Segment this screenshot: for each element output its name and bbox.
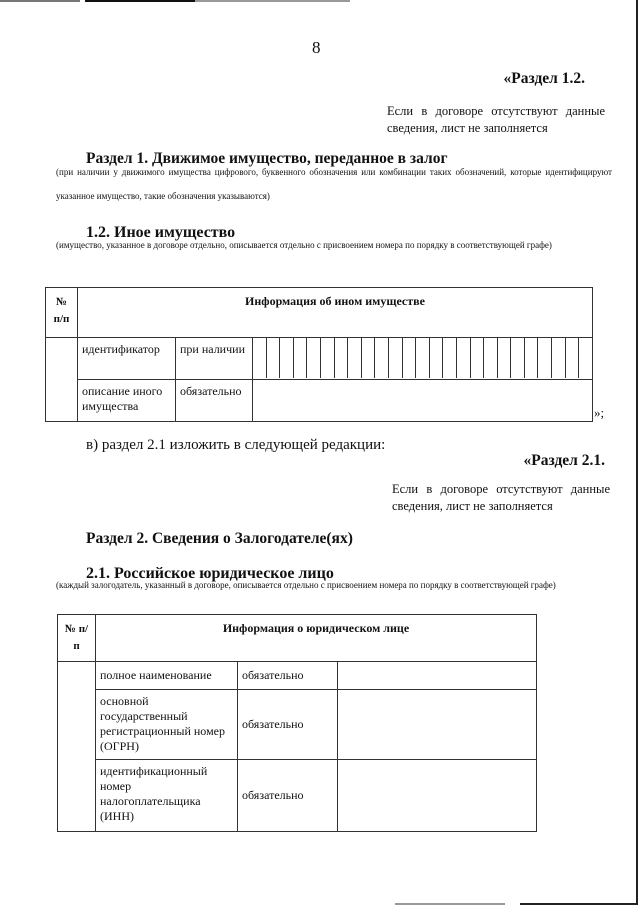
col-num-header: № п/п (58, 615, 96, 662)
page-number: 8 (312, 38, 321, 57)
scan-edge-right (636, 0, 638, 905)
row-requirement: при наличии (176, 338, 253, 380)
scan-edge-top (195, 0, 350, 2)
description-field[interactable] (253, 380, 593, 422)
identifier-char-cell[interactable] (334, 338, 348, 378)
identifier-char-cell[interactable] (253, 338, 266, 378)
row-requirement: обязательно (238, 690, 338, 760)
identifier-char-cell[interactable] (537, 338, 551, 378)
full-name-field[interactable] (338, 662, 537, 690)
row-label: полное наименование (96, 662, 238, 690)
section-1-title: Раздел 1. Движимое имущество, переданное в залог (86, 150, 448, 167)
section-mark-2-1: «Раздел 2.1. (523, 452, 605, 469)
ogrn-field[interactable] (338, 690, 537, 760)
identifier-char-cell[interactable] (347, 338, 361, 378)
col-num-header: № п/п (46, 288, 78, 338)
closing-quote: »; (594, 405, 605, 420)
section-1-2-subtitle-note: (имущество, указанное в договоре отдельно, описывается отдельно с присвоением номера по порядку в соответствующей графе) (56, 240, 552, 250)
identifier-char-cell[interactable] (524, 338, 538, 378)
section-mark-1-2: «Раздел 1.2. (503, 70, 585, 87)
row-requirement: обязательно (238, 662, 338, 690)
row-num-cell[interactable] (58, 662, 96, 832)
row-label: основной государственный регистрационный номер (ОГРН) (96, 690, 238, 760)
table-header: Информация об ином имуществе (78, 288, 593, 338)
identifier-char-cell[interactable] (510, 338, 524, 378)
identifier-char-cell[interactable] (456, 338, 470, 378)
identifier-char-cell[interactable] (320, 338, 334, 378)
identifier-char-cell[interactable] (578, 338, 592, 378)
identifier-char-cell[interactable] (415, 338, 429, 378)
legal-entity-table (57, 614, 537, 832)
identifier-char-cell[interactable] (279, 338, 293, 378)
section-2-1-note: Если в договоре отсутствуют данные сведения, лист не заполняется (392, 482, 610, 513)
identifier-char-cell[interactable] (374, 338, 388, 378)
identifier-char-cell[interactable] (388, 338, 402, 378)
row-label: идентификационный номер налогоплательщика (ИНН) (96, 760, 238, 832)
identifier-char-cell[interactable] (483, 338, 497, 378)
identifier-char-cell[interactable] (551, 338, 565, 378)
section-2-1-subtitle-note: (каждый залогодатель, указанный в договоре, описывается отдельно с присвоением номера по порядку в соответствующей графе) (56, 580, 556, 590)
row-requirement: обязательно (176, 380, 253, 422)
row-label: описание иного имущества (78, 380, 176, 422)
section-2-title: Раздел 2. Сведения о Залогодателе(ях) (86, 530, 353, 547)
identifier-cells (253, 338, 593, 380)
section-1-title-note: (при наличии у движимого имущества цифрового, буквенного обозначения или комбинации таких обозначений, которые идентифицируют указанное имущество, такие обозначения указываются) (56, 167, 612, 201)
scan-edge-top (85, 0, 195, 2)
section-2-1-subtitle: 2.1. Российское юридическое лицо (86, 565, 334, 582)
row-num-cell[interactable] (46, 338, 78, 422)
scan-edge-top (0, 0, 80, 2)
identifier-char-cell[interactable] (293, 338, 307, 378)
row-label: идентификатор (78, 338, 176, 380)
instruction-text: в) раздел 2.1 изложить в следующей редакции: (86, 437, 386, 453)
identifier-char-cell[interactable] (306, 338, 320, 378)
other-property-table (45, 287, 593, 422)
identifier-char-cell[interactable] (442, 338, 456, 378)
identifier-char-cell[interactable] (361, 338, 375, 378)
row-requirement: обязательно (238, 760, 338, 832)
identifier-char-cell[interactable] (565, 338, 579, 378)
inn-field[interactable] (338, 760, 537, 832)
identifier-char-cell[interactable] (497, 338, 511, 378)
section-1-2-subtitle: 1.2. Иное имущество (86, 224, 236, 241)
identifier-char-cell[interactable] (266, 338, 280, 378)
identifier-char-cell[interactable] (470, 338, 484, 378)
section-1-2-note: Если в договоре отсутствуют данные сведения, лист не заполняется (387, 104, 605, 135)
table-header: Информация о юридическом лице (96, 615, 537, 662)
identifier-char-cell[interactable] (429, 338, 443, 378)
identifier-char-cell[interactable] (402, 338, 416, 378)
